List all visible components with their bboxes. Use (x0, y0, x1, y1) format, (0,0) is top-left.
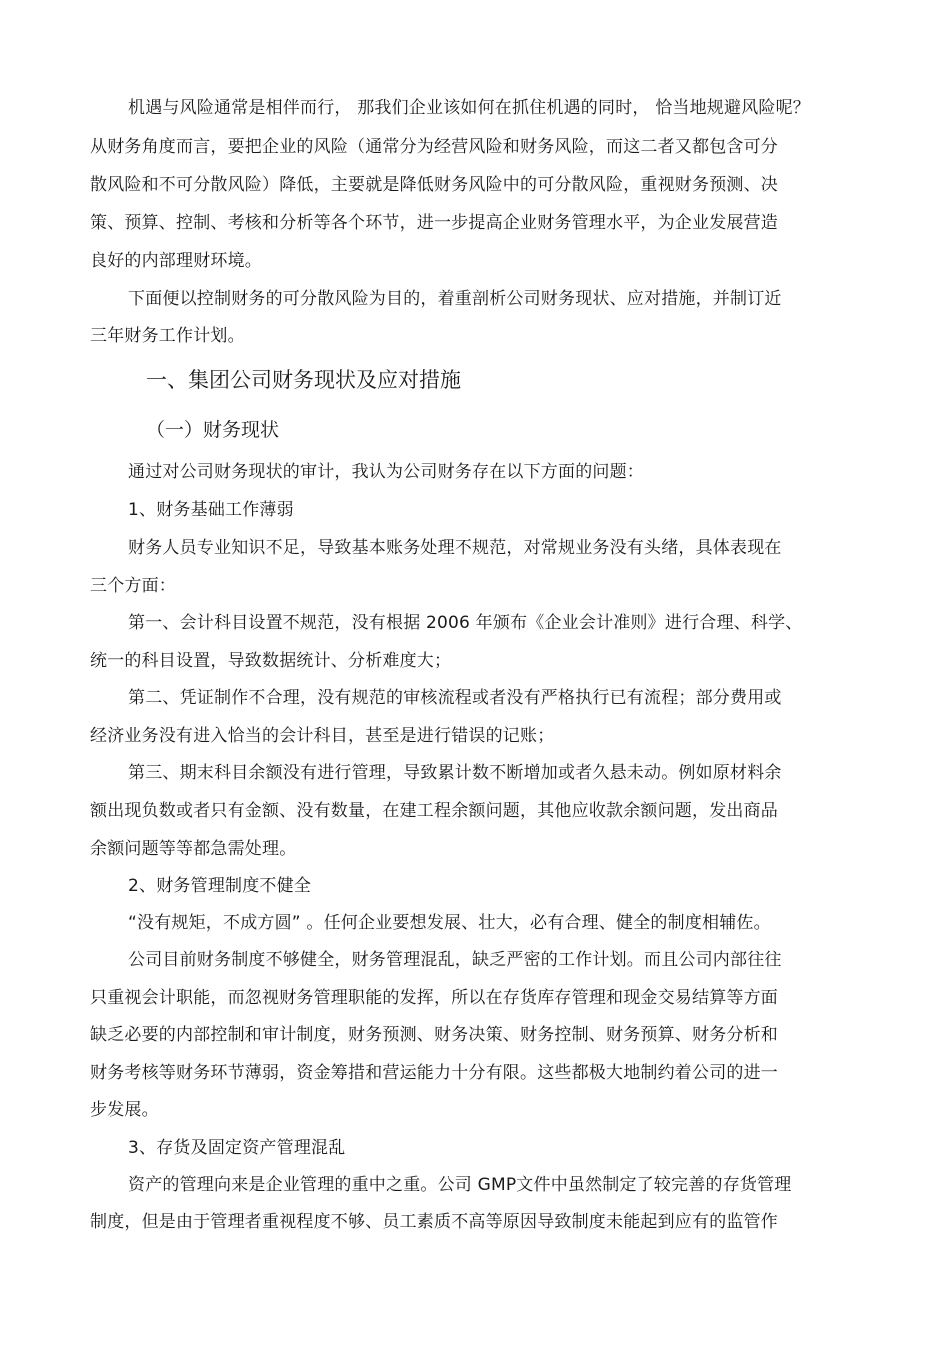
issue-2-line-5: 步发展。 (90, 1100, 159, 1120)
section-heading: 一、集团公司财务现状及应对措施 (146, 368, 461, 392)
issue-3-line-2: 制度，但是由于管理者重视程度不够、员工素质不高等原因导致制度未能起到应有的监管作 (90, 1212, 778, 1232)
purpose-line-2: 三年财务工作计划。 (90, 326, 245, 346)
issue-1-title: 1、财务基础工作薄弱 (128, 500, 294, 520)
issue-2-line-2: 只重视会计职能，而忽视财务管理职能的发挥，所以在存货库存管理和现金交易结算等方面 (90, 988, 778, 1008)
audit-intro: 通过对公司财务现状的审计，我认为公司财务存在以下方面的问题： (128, 462, 644, 482)
issue-2-quote: “没有规矩，不成方圆” 。任何企业要想发展、壮大，必有合理、健全的制度相辅佐。 (128, 913, 771, 933)
intro-line-5: 良好的内部理财环境。 (90, 251, 262, 271)
point-3-line-3: 余额问题等等都急需处理。 (90, 839, 297, 859)
issue-2-line-1: 公司目前财务制度不够健全，财务管理混乱，缺乏严密的工作计划。而且公司内部往往 (128, 950, 782, 970)
issue-1-line-2: 三个方面： (90, 576, 176, 596)
subsection-heading: （一）财务现状 (146, 419, 280, 441)
issue-2-line-3: 缺乏必要的内部控制和审计制度，财务预测、财务决策、财务控制、财务预算、财务分析和 (90, 1025, 778, 1045)
issue-2-line-4: 财务考核等财务环节薄弱，资金筹措和营运能力十分有限。这些都极大地制约着公司的进一 (90, 1063, 778, 1083)
point-1-line-1: 第一、会计科目设置不规范，没有根据 2006 年颁布《企业会计准则》进行合理、科学、 (128, 613, 803, 633)
point-2-line-2: 经济业务没有进入恰当的会计科目，甚至是进行错误的记账； (90, 726, 555, 746)
issue-2-title: 2、财务管理制度不健全 (128, 876, 312, 896)
purpose-line-1: 下面便以控制财务的可分散风险为目的，着重剖析公司财务现状、应对措施，并制订近 (128, 289, 782, 309)
issue-1-line-1: 财务人员专业知识不足，导致基本账务处理不规范，对常规业务没有头绪，具体表现在 (128, 538, 782, 558)
point-1-line-2: 统一的科目设置，导致数据统计、分析难度大； (90, 651, 452, 671)
point-2-line-1: 第二、凭证制作不合理，没有规范的审核流程或者没有严格执行已有流程；部分费用或 (128, 688, 782, 708)
point-3-line-1: 第三、期末科目余额没有进行管理，导致累计数不断增加或者久悬未动。例如原材料余 (128, 763, 782, 783)
intro-line-4: 策、预算、控制、考核和分析等各个环节，进一步提高企业财务管理水平，为企业发展营造 (90, 213, 778, 233)
intro-line-2: 从财务角度而言，要把企业的风险（通常分为经营风险和财务风险，而这二者又都包含可分 (90, 137, 778, 157)
intro-line-3: 散风险和不可分散风险）降低，主要就是降低财务风险中的可分散风险，重视财务预测、决 (90, 175, 778, 195)
intro-line-1: 机遇与风险通常是相伴而行， 那我们企业该如何在抓住机遇的同时， 恰当地规避风险呢？ (128, 98, 811, 118)
point-3-line-2: 额出现负数或者只有金额、没有数量，在建工程余额问题，其他应收款余额问题，发出商品 (90, 801, 778, 821)
issue-3-line-1: 资产的管理向来是企业管理的重中之重。公司 GMP文件中虽然制定了较完善的存货管理 (128, 1175, 792, 1195)
issue-3-title: 3、存货及固定资产管理混乱 (128, 1138, 346, 1158)
